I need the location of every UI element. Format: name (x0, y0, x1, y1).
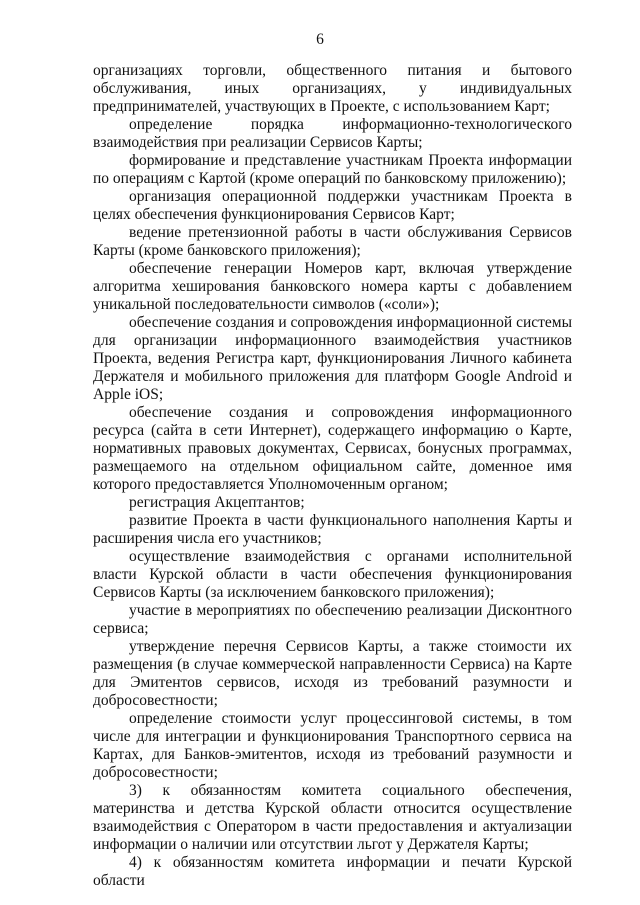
paragraph-project-development: развитие Проекта в части функционального наполнения Карты и расширения числа его участников; (93, 512, 572, 547)
paragraph-acceptant-registration: регистрация Акцептантов; (129, 494, 305, 511)
paragraph-card-numbers: обеспечение генерации Номеров карт, включая утверждение алгоритма хеширования банковского номера карты с добавлением уникальной последовательности символов («соли»); (93, 260, 572, 313)
paragraph-interaction-order: определение порядка информационно-технологического взаимодействия при реализации Сервисов Карты; (93, 116, 572, 151)
paragraph-social-committee: 3) к обязанностям комитета социального обеспечения, материнства и детства Курской области относится осуществление взаимодействия с Оператором в части предоставления и актуализации информации о наличии или отсутствии льгот у Держателя Карты; (93, 782, 572, 853)
paragraph-operations-info: формирование и представление участникам Проекта информации по операциям с Картой (кроме операций по банковскому приложению); (93, 152, 572, 187)
paragraph-press-committee: 4) к обязанностям комитета информации и печати Курской области (93, 854, 572, 889)
paragraph-information-system: обеспечение создания и сопровождения информационной системы для организации информационного взаимодействия участников Проекта, ведения Регистра карт, функционирования Личного кабинета Держателя и мобильного приложения для платформ Google Android и Apple iOS; (93, 314, 572, 403)
paragraph-operational-support: организация операционной поддержки участникам Проекта в целях обеспечения функционирования Сервисов Карт; (93, 188, 572, 223)
paragraph-claims-work: ведение претензионной работы в части обслуживания Сервисов Карты (кроме банковского приложения); (93, 224, 572, 259)
paragraph-continuation: организациях торговли, общественного питания и бытового обслуживания, иных организациях, у индивидуальных предпринимателей, участвующих в Проекте, с использованием Карт; (93, 62, 572, 115)
paragraph-discount-service: участие в мероприятиях по обеспечению реализации Дисконтного сервиса; (93, 602, 572, 637)
body-text (93, 62, 572, 890)
page-number: 6 (316, 31, 324, 48)
paragraph-processing-cost: определение стоимости услуг процессинговой системы, в том числе для интеграции и функционирования Транспортного сервиса на Картах, для Банков-эмитентов, исходя из требований разумности и добросовестности; (93, 710, 572, 781)
paragraph-executive-interaction: осуществление взаимодействия с органами исполнительной власти Курской области в части обеспечения функционирования Сервисов Карты (за исключением банковского приложения); (93, 548, 572, 601)
paragraph-services-list: утверждение перечня Сервисов Карты, а также стоимости их размещения (в случае коммерческой направленности Сервиса) на Карте для Эмитентов сервисов, исходя из требований разумности и добросовестности; (93, 638, 572, 709)
paragraph-information-resource: обеспечение создания и сопровождения информационного ресурса (сайта в сети Интернет), содержащего информацию о Карте, нормативных правовых документах, Сервисах, бонусных программах, размещаемого на отдельном официальном сайте, доменное имя которого предоставляется Уполномоченным органом; (93, 404, 572, 493)
